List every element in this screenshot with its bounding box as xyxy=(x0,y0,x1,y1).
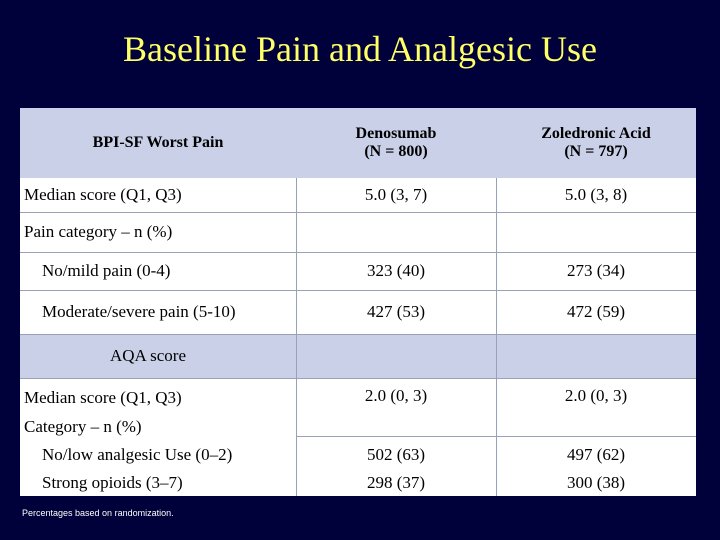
row-mild-zol: 273 (34) xyxy=(566,261,626,280)
row-severe-zol: 472 (59) xyxy=(566,302,626,321)
divider-row2 xyxy=(20,252,696,253)
slide-title: Baseline Pain and Analgesic Use xyxy=(123,29,597,69)
row-opioids-label: Strong opioids (3–7) xyxy=(42,473,183,492)
row-aqa-category-label: Category – n (%) xyxy=(24,417,142,436)
divider-col2 xyxy=(296,178,297,496)
header-zoledronic xyxy=(496,108,696,178)
row-median-deno: 5.0 (3, 7) xyxy=(364,185,428,204)
header-denosumab xyxy=(296,108,496,178)
row-pain-category-label: Pain category – n (%) xyxy=(24,222,173,241)
row-mild-deno: 323 (40) xyxy=(366,261,426,280)
data-table xyxy=(20,108,696,496)
header-zoledronic-n: (N = 797) xyxy=(564,143,628,160)
header-col1-label: BPI-SF Worst Pain xyxy=(92,134,224,151)
row-aqa-median-deno: 2.0 (0, 3) xyxy=(364,386,428,405)
header-zoledronic-name: Zoledronic Acid xyxy=(541,125,651,142)
row-low-use-zol: 497 (62) xyxy=(566,445,626,464)
row-median-label: Median score (Q1, Q3) xyxy=(24,185,182,204)
row-severe-deno: 427 (53) xyxy=(366,302,426,321)
row-severe-label: Moderate/severe pain (5-10) xyxy=(42,302,236,321)
header-denosumab-n: (N = 800) xyxy=(364,143,428,160)
divider-row6 xyxy=(296,436,696,437)
row-low-use-deno: 502 (63) xyxy=(366,445,426,464)
row-opioids-deno: 298 (37) xyxy=(366,473,426,492)
row-aqa-median-zol: 2.0 (0, 3) xyxy=(564,386,628,405)
header-denosumab-name: Denosumab xyxy=(355,125,437,142)
divider-col3 xyxy=(496,178,497,496)
divider-row3 xyxy=(20,290,696,291)
row-mild-label: No/mild pain (0-4) xyxy=(42,261,171,280)
footnote: Percentages based on randomization. xyxy=(22,508,174,518)
header-col1 xyxy=(20,108,296,178)
divider-row5 xyxy=(20,378,696,379)
divider-row4 xyxy=(20,334,696,335)
row-median-zol: 5.0 (3, 8) xyxy=(564,185,628,204)
row-aqa-label: AQA score xyxy=(110,346,187,365)
row-low-use-label: No/low analgesic Use (0–2) xyxy=(42,445,233,464)
row-opioids-zol: 300 (38) xyxy=(566,473,626,492)
divider-row1 xyxy=(20,212,696,213)
row-aqa-median-label: Median score (Q1, Q3) xyxy=(24,388,182,407)
